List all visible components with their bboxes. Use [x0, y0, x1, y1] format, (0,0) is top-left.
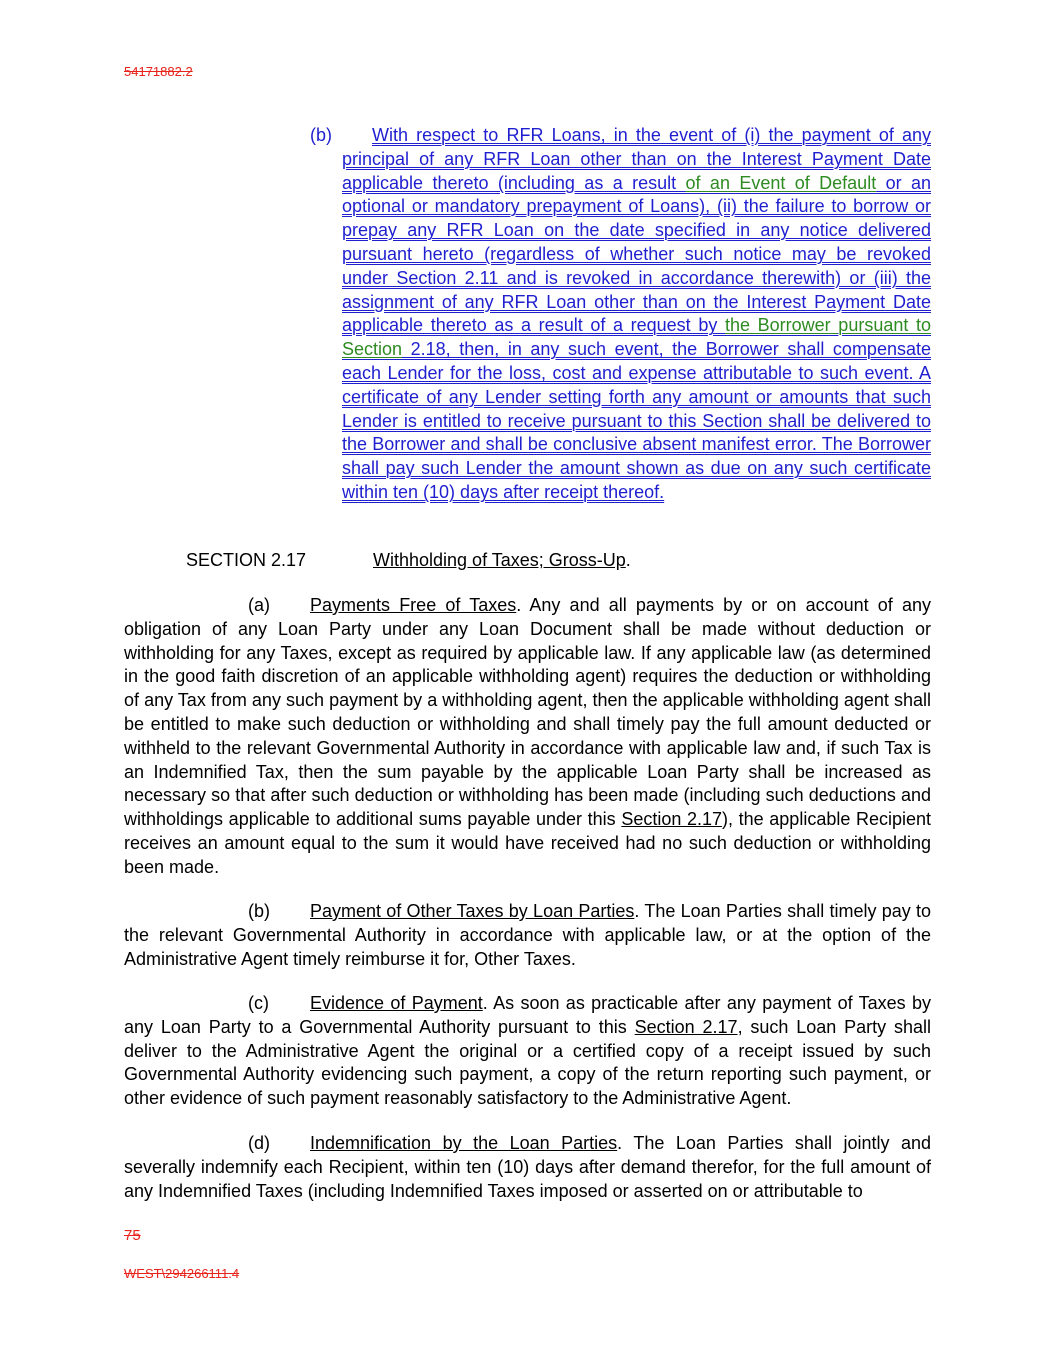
paragraph-text: , such Loan Party shall deliver to the Administrative Agent the original or a certified copy of a receipt issued by such Governmental Authority evidencing such payment, a copy of the return reporting such payment, or other evidence of such payment reasonably satisfactory to the Administrative Agent. [124, 1016, 932, 1109]
inserted-paragraph-text [310, 124, 932, 505]
paragraph-heading: Payments Free of Taxes [310, 595, 517, 615]
paragraph-label: (b) [248, 901, 270, 921]
paragraph-label: (a) [248, 595, 270, 615]
paragraph-text: . Any and all payments by or on account of any obligation of any Loan Party under any Loan Document shall be made without deduction or withholding for any Taxes, except as required by applicable law. If any applicable law (as determined in the good faith discretion of an applicable withholding agent) requires the deduction or withholding of any Tax from any such payment by a withholding agent, then the applicable withholding agent shall be entitled to make such deduction or withholding and shall timely pay the full amount deducted or withheld to the relevant Governmental Authority in accordance with applicable law and, if such Tax is an Indemnified Tax, then the sum payable by the applicable Loan Party shall be increased as necessary so that after such deduction or withholding has been made (including such deductions and withholdings applicable to additional sums payable under this [124, 595, 931, 830]
inserted-text: or an optional or mandatory prepayment of Loans), (ii) the failure to borrow or prepay any RFR Loan on the date specified in any notice delivered pursuant hereto (regardless of whether such notice may be revoked under Section 2.11 and is revoked in accordance therewith) or (iii) the assignment of any RFR Loan other than on the Interest Payment Date applicable thereto as a result of a request by [342, 172, 932, 336]
paragraph-heading: Indemnification by the Loan Parties [310, 1133, 618, 1153]
inserted-text: 2.18, then, in any such event, the Borrower shall compensate each Lender for the loss, cost and expense attributable to such event. A certificate of any Lender setting forth any amount or amounts that such Lender is entitled to receive pursuant to this Section shall be delivered to the Borrower and shall be conclusive absent manifest error. The Borrower shall pay such Lender the amount shown as due on any such certificate within ten (10) days after receipt thereof. [342, 339, 931, 502]
paragraph-d [124, 1132, 931, 1203]
paragraph-label: (b) [310, 125, 332, 145]
moved-text: of an Event of Default [685, 172, 877, 193]
paragraph-text: . The Loan Parties shall timely pay to the relevant Governmental Authority in accordance with applicable law, or at the option of the Administrative Agent timely reimburse it for, Other Taxes. [124, 901, 932, 969]
section-number: SECTION 2.17 [186, 550, 307, 570]
paragraph-heading: Evidence of Payment [310, 993, 483, 1013]
section-title: Withholding of Taxes; Gross-Up [373, 550, 626, 570]
paragraph-text: . As soon as practicable after any payment of Taxes by any Loan Party to a Governmental Authority pursuant to this [124, 993, 931, 1037]
section-reference: Section 2.17 [621, 809, 723, 830]
header-document-id: 54171882.2 [124, 64, 193, 79]
paragraph-heading: Payment of Other Taxes by Loan Parties [310, 901, 635, 921]
section-title-period: . [625, 550, 631, 570]
paragraph-label: (d) [248, 1133, 270, 1153]
section-reference: Section 2.17 [634, 1016, 738, 1037]
section-heading [186, 550, 631, 571]
paragraph-a [124, 594, 931, 880]
paragraph-label: (c) [248, 993, 269, 1013]
inserted-paragraph-b [310, 124, 932, 505]
footer-document-id: WEST\294266111.4 [124, 1266, 240, 1281]
paragraph-text: . The Loan Parties shall jointly and severally indemnify each Recipient, within ten (10) days after demand therefor, for the full amount of any Indemnified Taxes (including Indemnified Taxes imposed or asserted on or attributable to [124, 1133, 931, 1201]
inserted-text: With respect to RFR Loans, in the event of (i) the payment of any principal of any RFR Loan other than on the Interest Payment Date applicable thereto (including as a result [342, 125, 931, 193]
paragraph-text: ), the applicable Recipient receives an amount equal to the sum it would have received had no such deduction or withholding been made. [124, 809, 932, 877]
moved-text: the Borrower pursuant to Section [342, 315, 932, 360]
paragraph-b [124, 900, 931, 971]
page-number: 75 [124, 1227, 141, 1244]
paragraph-c [124, 992, 931, 1111]
